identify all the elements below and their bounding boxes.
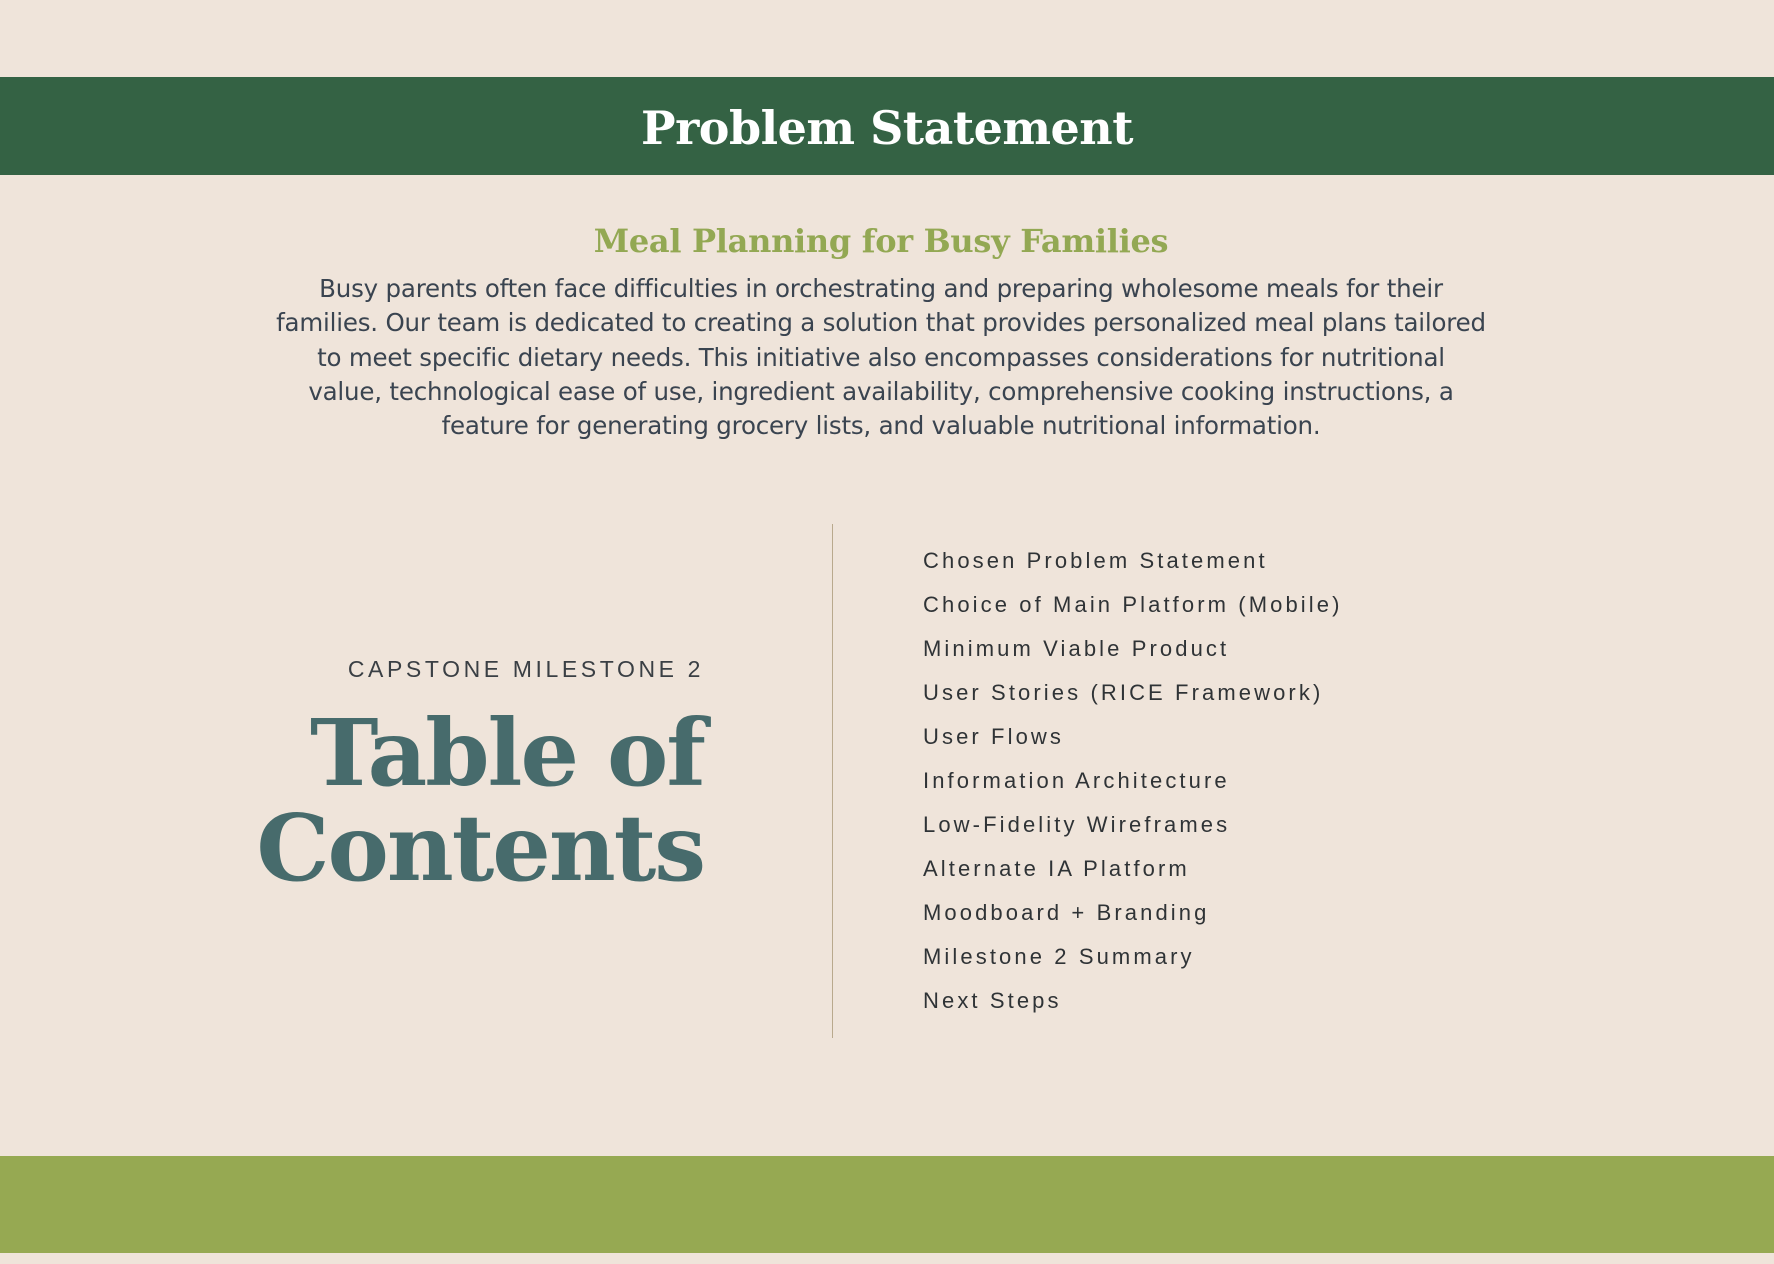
toc-item: Next Steps (923, 988, 1062, 1013)
toc-item: Minimum Viable Product (923, 636, 1230, 661)
toc-item: User Stories (RICE Framework) (923, 680, 1324, 705)
toc-item: Milestone 2 Summary (923, 944, 1195, 969)
problem-description-line: to meet specific dietary needs. This initiative also encompasses considerations for nutritional (317, 342, 1445, 372)
milestone-eyebrow: CAPSTONE MILESTONE 2 (347, 656, 704, 682)
toc-item: Choice of Main Platform (Mobile) (923, 592, 1343, 617)
vertical-divider (832, 524, 833, 1038)
toc-item: Information Architecture (923, 768, 1230, 793)
problem-description-line: families. Our team is dedicated to creating a solution that provides personalized meal plans tailored (276, 308, 1486, 338)
problem-description-line: value, technological ease of use, ingredient availability, comprehensive cooking instructions, a (308, 376, 1454, 406)
toc-item: Low-Fidelity Wireframes (923, 812, 1231, 837)
toc-item: Chosen Problem Statement (923, 548, 1268, 573)
toc-title-line: Contents (256, 794, 704, 902)
toc-item: User Flows (923, 724, 1065, 749)
footer-band (0, 1156, 1774, 1253)
toc-item: Moodboard + Branding (923, 900, 1210, 925)
problem-description-line: feature for generating grocery lists, and valuable nutritional information. (441, 411, 1321, 441)
problem-heading: Meal Planning for Busy Families (593, 222, 1169, 260)
problem-description (170, 272, 1592, 443)
header-band (0, 77, 1774, 175)
page-title: Problem Statement (640, 101, 1134, 155)
toc-title-line: Table of (309, 699, 704, 807)
toc-item: Alternate IA Platform (923, 856, 1190, 881)
toc-title (100, 699, 704, 902)
toc-list (923, 545, 1343, 1029)
problem-description-line: Busy parents often face difficulties in orchestrating and preparing wholesome meals for their (319, 274, 1443, 303)
